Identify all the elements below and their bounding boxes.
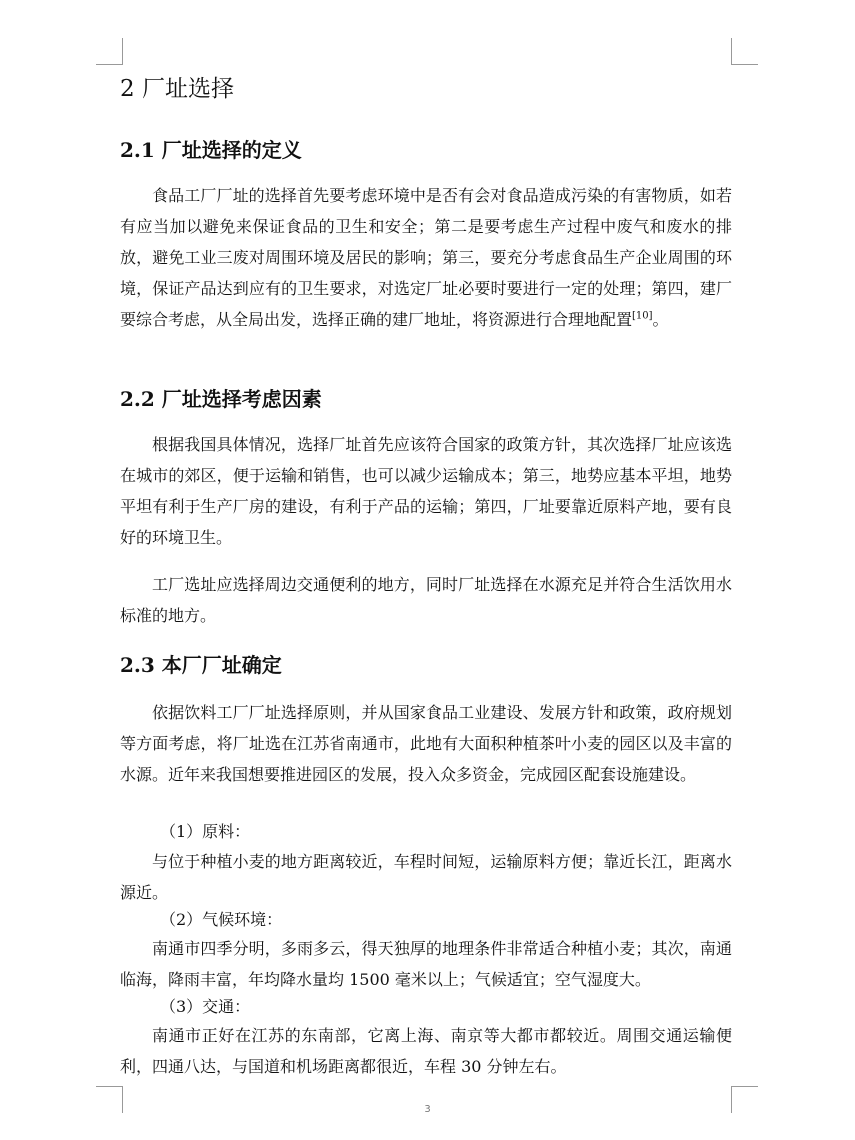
section-2-1-paragraph-text: 食品工厂厂址的选择首先要考虑环境中是否有会对食品造成污染的有害物质，如若有应当加以避免来保证食品的卫生和安全；第二是要考虑生产过程中废气和废水的排放，避免工业三废对周围环境及居民的影响；第三，要充分考虑食品生产企业周围的环境，保证产品达到应有的卫生要求，对选定厂址必要时要进行一定的处理；第四，建厂要综合考虑，从全局出发，选择正确的建厂地址，将资源进行合理地配置 <box>120 186 732 329</box>
section-2-1-heading: 2.1 厂址选择的定义 <box>120 138 302 162</box>
section-2-1-paragraph <box>120 180 732 335</box>
item-2-text: 南通市四季分明，多雨多云，得天独厚的地理条件非常适合种植小麦；其次，南通临海，降雨丰富，年均降水量均 1500 毫米以上；气候适宜；空气湿度大。 <box>120 939 732 989</box>
item-3-text: 南通市正好在江苏的东南部，它离上海、南京等大都市都较近。周围交通运输便利，四通八达，与国道和机场距离都很近，车程 30 分钟左右。 <box>120 1026 732 1076</box>
citation-marker: [10] <box>632 310 653 322</box>
section-2-3-paragraph-1: 依据饮料工厂厂址选择原则，并从国家食品工业建设、发展方针和政策，政府规划等方面考虑，将厂址选在江苏省南通市，此地有大面积种植茶叶小麦的园区以及丰富的水源。近年来我国想要推进园区的发展，投入众多资金，完成园区配套设施建设。 <box>120 703 732 784</box>
item-3-label: （3）交通： <box>160 997 251 1016</box>
section-2-3-heading: 2.3 本厂厂址确定 <box>120 653 282 677</box>
section-2-2-paragraph-2: 工厂选址应选择周边交通便利的地方，同时厂址选择在水源充足并符合生活饮用水标准的地方。 <box>120 575 732 625</box>
item-1-text: 与位于种植小麦的地方距离较近，车程时间短，运输原料方便；靠近长江，距离水源近。 <box>120 852 732 902</box>
item-2-label: （2）气候环境： <box>160 910 283 929</box>
crop-mark-top-left <box>96 38 123 65</box>
chapter-title: 2 厂址选择 <box>120 76 234 102</box>
section-2-1-paragraph-end: 。 <box>652 310 669 329</box>
section-2-2-paragraph-1: 根据我国具体情况，选择厂址首先应该符合国家的政策方针，其次选择厂址应该选在城市的郊区，便于运输和销售，也可以减少运输成本；第三，地势应基本平坦，地势平坦有利于生产厂房的建设，有利于产品的运输；第四，厂址要靠近原料产地，要有良好的环境卫生。 <box>120 435 732 547</box>
item-1-label: （1）原料： <box>160 822 251 841</box>
crop-mark-top-right <box>731 38 758 65</box>
section-2-2-heading: 2.2 厂址选择考虑因素 <box>120 387 322 411</box>
page-number: 3 <box>424 1104 431 1115</box>
